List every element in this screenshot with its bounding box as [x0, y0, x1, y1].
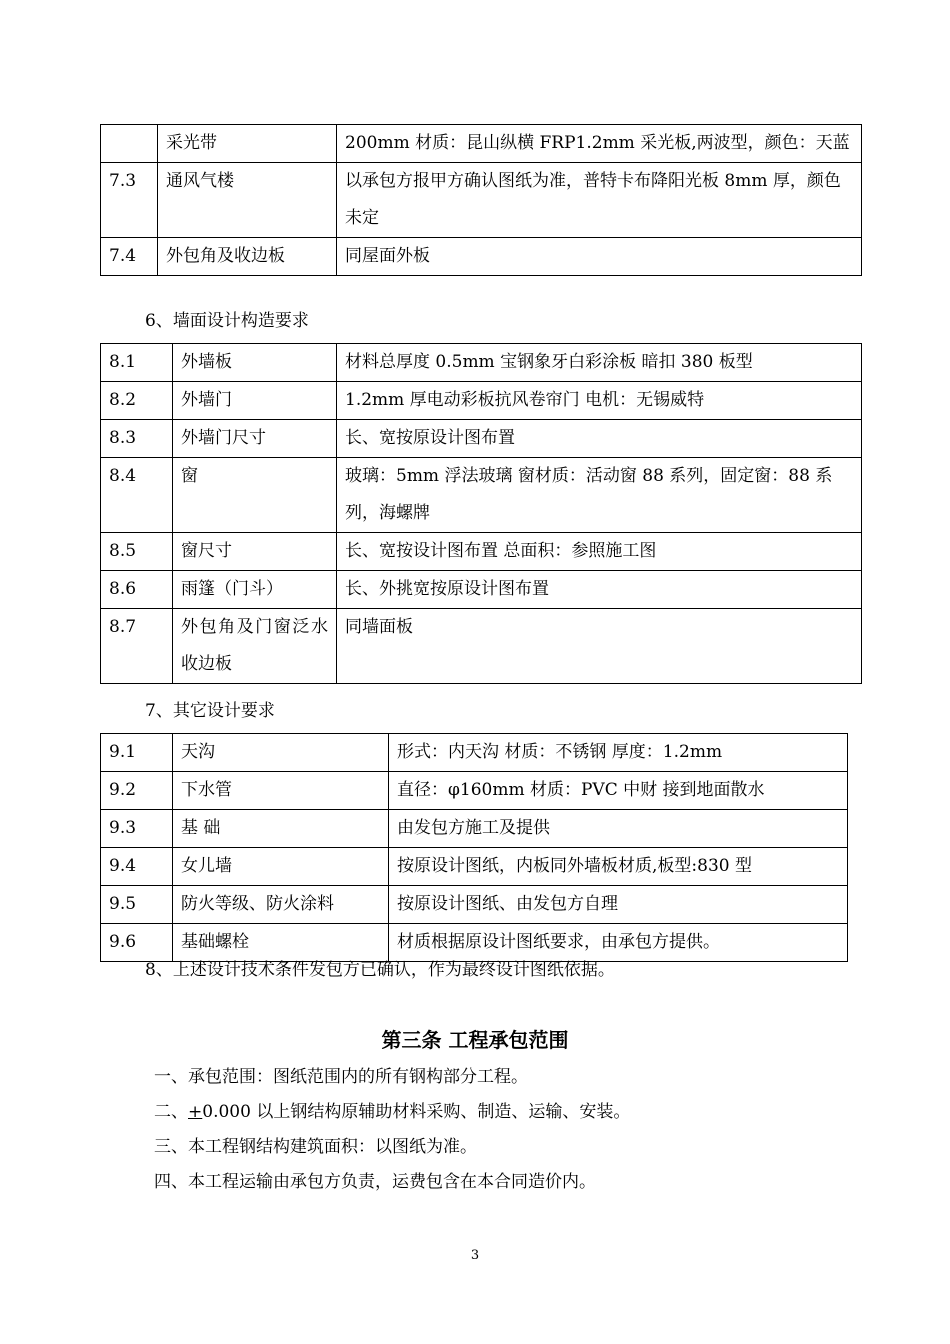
cell-item: 外包角及门窗泛水收边板 — [173, 609, 337, 684]
table-row — [101, 382, 862, 420]
wall-spec-table — [100, 343, 862, 684]
paragraph-2-prefix: 二、 — [154, 1102, 188, 1122]
table-row — [101, 924, 848, 962]
roof-spec-table — [100, 124, 862, 276]
cell-no: 8.7 — [101, 609, 173, 684]
table-row — [101, 238, 862, 276]
cell-item: 女儿墙 — [173, 848, 389, 886]
cell-desc: 材质根据原设计图纸要求，由承包方提供。 — [389, 924, 848, 962]
cell-item: 外墙门尺寸 — [173, 420, 337, 458]
cell-item: 防火等级、防火涂料 — [173, 886, 389, 924]
section-heading-7: 7、其它设计要求 — [145, 701, 275, 721]
cell-no: 8.1 — [101, 344, 173, 382]
paragraph-2 — [154, 1100, 630, 1124]
cell-no: 9.1 — [101, 734, 173, 772]
cell-desc: 同屋面外板 — [337, 238, 862, 276]
cell-desc: 长、宽按原设计图布置 — [337, 420, 862, 458]
paragraph-1: 一、承包范围：图纸范围内的所有钢构部分工程。 — [154, 1067, 528, 1087]
table-row — [101, 420, 862, 458]
cell-no: 7.4 — [101, 238, 158, 276]
cell-desc: 长、宽按设计图布置 总面积：参照施工图 — [337, 533, 862, 571]
paragraph-2-text: 0.000 以上钢结构原辅助材料采购、制造、运输、安装。 — [202, 1102, 631, 1122]
cell-desc: 同墙面板 — [337, 609, 862, 684]
cell-item: 下水管 — [173, 772, 389, 810]
cell-no: 9.3 — [101, 810, 173, 848]
table-row — [101, 533, 862, 571]
cell-desc: 材料总厚度 0.5mm 宝钢象牙白彩涂板 暗扣 380 板型 — [337, 344, 862, 382]
cell-no: 9.4 — [101, 848, 173, 886]
cell-no: 8.2 — [101, 382, 173, 420]
page-number: 3 — [470, 1248, 480, 1263]
cell-desc: 由发包方施工及提供 — [389, 810, 848, 848]
article-heading: 第三条 工程承包范围 — [381, 1028, 569, 1052]
cell-desc: 直径：φ160mm 材质：PVC 中财 接到地面散水 — [389, 772, 848, 810]
table-row — [101, 772, 848, 810]
section-note-8: 8、上述设计技术条件发包方已确认，作为最终设计图纸依据。 — [145, 960, 615, 980]
table-row — [101, 609, 862, 684]
table-row — [101, 458, 862, 533]
other-spec-table — [100, 733, 848, 962]
cell-item: 外墙门 — [173, 382, 337, 420]
cell-item: 采光带 — [158, 125, 337, 163]
table-row — [101, 125, 862, 163]
cell-item: 基 础 — [173, 810, 389, 848]
table-row — [101, 810, 848, 848]
cell-no: 8.5 — [101, 533, 173, 571]
cell-desc: 按原设计图纸、由发包方自理 — [389, 886, 848, 924]
cell-no: 8.3 — [101, 420, 173, 458]
paragraph-3: 三、本工程钢结构建筑面积：以图纸为准。 — [154, 1137, 477, 1157]
cell-item: 窗 — [173, 458, 337, 533]
cell-no: 9.5 — [101, 886, 173, 924]
cell-desc: 按原设计图纸，内板同外墙板材质,板型:830 型 — [389, 848, 848, 886]
cell-no: 8.6 — [101, 571, 173, 609]
cell-item: 基础螺栓 — [173, 924, 389, 962]
cell-desc: 1.2mm 厚电动彩板抗风卷帘门 电机：无锡威特 — [337, 382, 862, 420]
cell-no — [101, 125, 158, 163]
section-heading-6: 6、墙面设计构造要求 — [145, 311, 309, 331]
table-row — [101, 848, 848, 886]
cell-no: 7.3 — [101, 163, 158, 238]
cell-no: 9.6 — [101, 924, 173, 962]
paragraph-4: 四、本工程运输由承包方负责，运费包含在本合同造价内。 — [154, 1172, 596, 1192]
cell-no: 8.4 — [101, 458, 173, 533]
cell-desc: 形式：内天沟 材质：不锈钢 厚度：1.2mm — [389, 734, 848, 772]
cell-desc: 以承包方报甲方确认图纸为准，普特卡布降阳光板 8mm 厚，颜色未定 — [337, 163, 862, 238]
cell-desc: 玻璃：5mm 浮法玻璃 窗材质：活动窗 88 系列，固定窗：88 系列，海螺牌 — [337, 458, 862, 533]
plus-minus-sign: + — [188, 1102, 203, 1122]
table-row — [101, 734, 848, 772]
table-row — [101, 571, 862, 609]
cell-item: 天沟 — [173, 734, 389, 772]
cell-desc: 200mm 材质：昆山纵横 FRP1.2mm 采光板,两波型，颜色：天蓝 — [337, 125, 862, 163]
cell-item: 窗尺寸 — [173, 533, 337, 571]
cell-no: 9.2 — [101, 772, 173, 810]
table-row — [101, 163, 862, 238]
cell-item: 通风气楼 — [158, 163, 337, 238]
cell-item: 外包角及收边板 — [158, 238, 337, 276]
table-row — [101, 344, 862, 382]
cell-item: 外墙板 — [173, 344, 337, 382]
cell-item: 雨篷（门斗） — [173, 571, 337, 609]
table-row — [101, 886, 848, 924]
cell-desc: 长、外挑宽按原设计图布置 — [337, 571, 862, 609]
